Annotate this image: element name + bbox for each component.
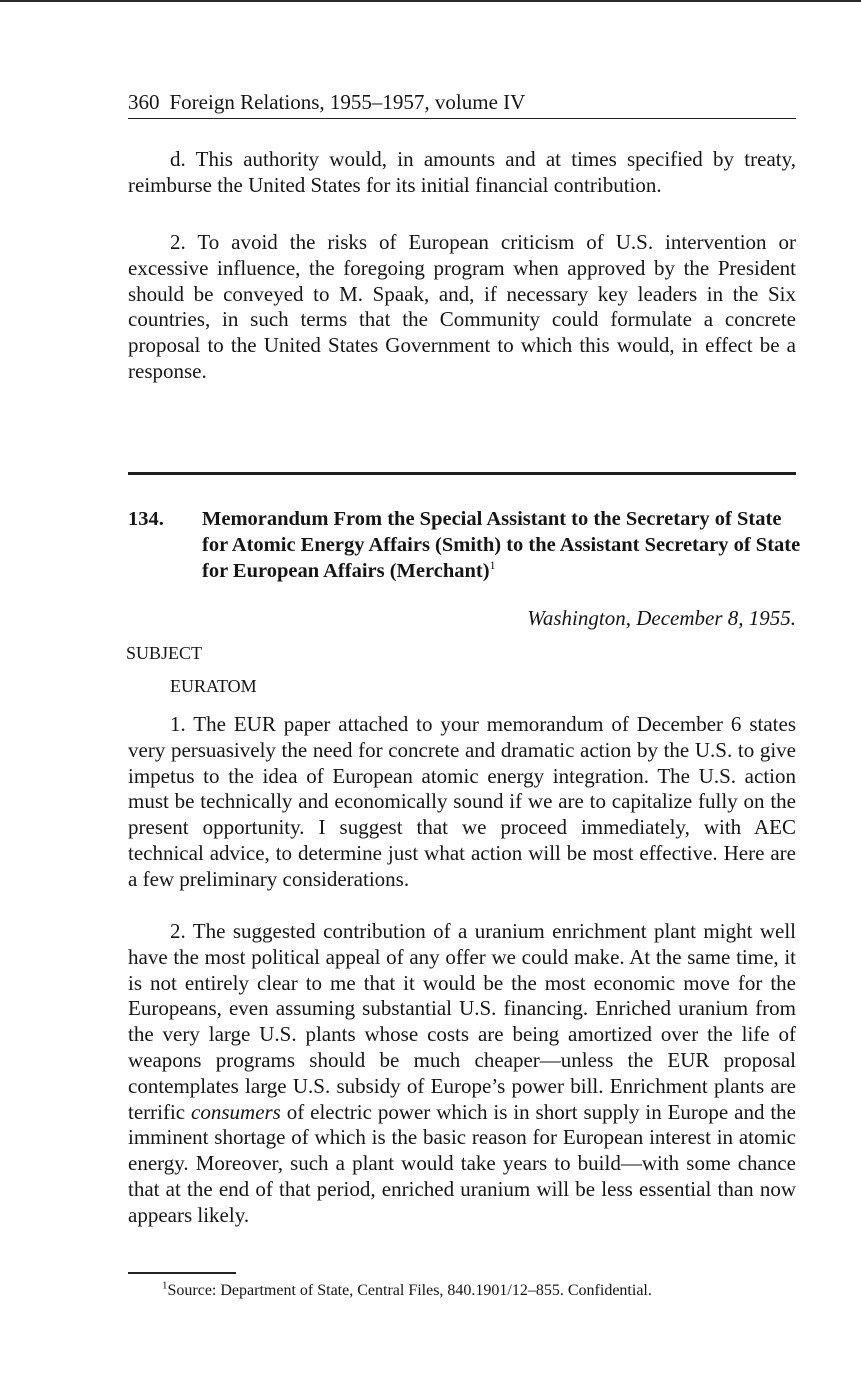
dateline: Washington, December 8, 1955.: [527, 606, 796, 630]
footnote-text: Source: Department of State, Central Files, 840.1901/12–855. Confidential.: [167, 1282, 652, 1299]
memo-paragraph-2: [128, 919, 796, 1229]
footnote: [162, 1280, 652, 1302]
top-edge-rule: [0, 0, 861, 2]
subject-value: EURATOM: [170, 676, 257, 696]
running-header: [128, 88, 796, 119]
paragraph-2-emphasis: consumers: [191, 1099, 281, 1124]
document-title-block: [202, 506, 802, 584]
continued-item-2: [128, 230, 796, 385]
footnote-marker: 1: [162, 1279, 168, 1292]
subject-label: SUBJECT: [126, 643, 203, 663]
footnote-rule: [128, 1272, 236, 1274]
paragraph-1-text: 1. The EUR paper attached to your memorandum of December 6 states very persuasively the need for concrete and dramatic action by the U.S. to give impetus to the idea of European atomic energy integration. The U.S. action must be technically and economically sound if we are to capitalize fully on the present opportunity. I suggest that we proceed immediately, with AEC technical advice, to determine just what action will be most effective. Here are a few preliminary considerations.: [128, 712, 796, 891]
section-divider: [128, 472, 796, 475]
document-number: 134.: [128, 508, 164, 530]
item-2-text: 2. To avoid the risks of European criticism of U.S. intervention or excessive influence, the foregoing program when approved by the President should be conveyed to M. Spaak, and, if necessary key leaders in the Six countries, in such terms that the Community could formulate a concrete proposal to the United States Government to which this would, in effect be a response.: [128, 230, 796, 383]
document-title: Memorandum From the Special Assistant to the Secretary of State for Atomic Energy Affairs (Smith) to the Assistant Secretary of State for European Affairs (Merchant): [202, 508, 801, 582]
continued-item-d: [128, 147, 796, 199]
footnote-reference[interactable]: 1: [489, 558, 496, 573]
paragraph-2-part-b: of electric power which is in short supply in Europe and the imminent shortage of which is the basic reason for European interest in atomic energy. Moreover, such a plant would take years to build—with some chance that at the end of that period, enriched uranium will be less essential than now appears likely.: [128, 1099, 797, 1227]
item-d-text: d. This authority would, in amounts and at times specified by treaty, reimburse the United States for its initial financial contribution.: [128, 147, 796, 197]
running-title: Foreign Relations, 1955–1957, volume IV: [169, 90, 526, 114]
memo-paragraph-1: [128, 712, 796, 893]
paragraph-2-part-a: 2. The suggested contribution of a uranium enrichment plant might well have the most political appeal of any offer we could make. At the same time, it is not entirely clear to me that it would be the most economic move for the Europeans, even assuming substantial U.S. financing. Enriched uranium from the very large U.S. plants whose costs are being amortized over the life of weapons programs should be much cheaper—unless the EUR proposal contemplates large U.S. subsidy of Europe’s power bill. Enrichment plants are terrific: [128, 919, 796, 1124]
paragraph-2-text: [128, 919, 796, 1229]
page-number: 360: [128, 90, 160, 114]
